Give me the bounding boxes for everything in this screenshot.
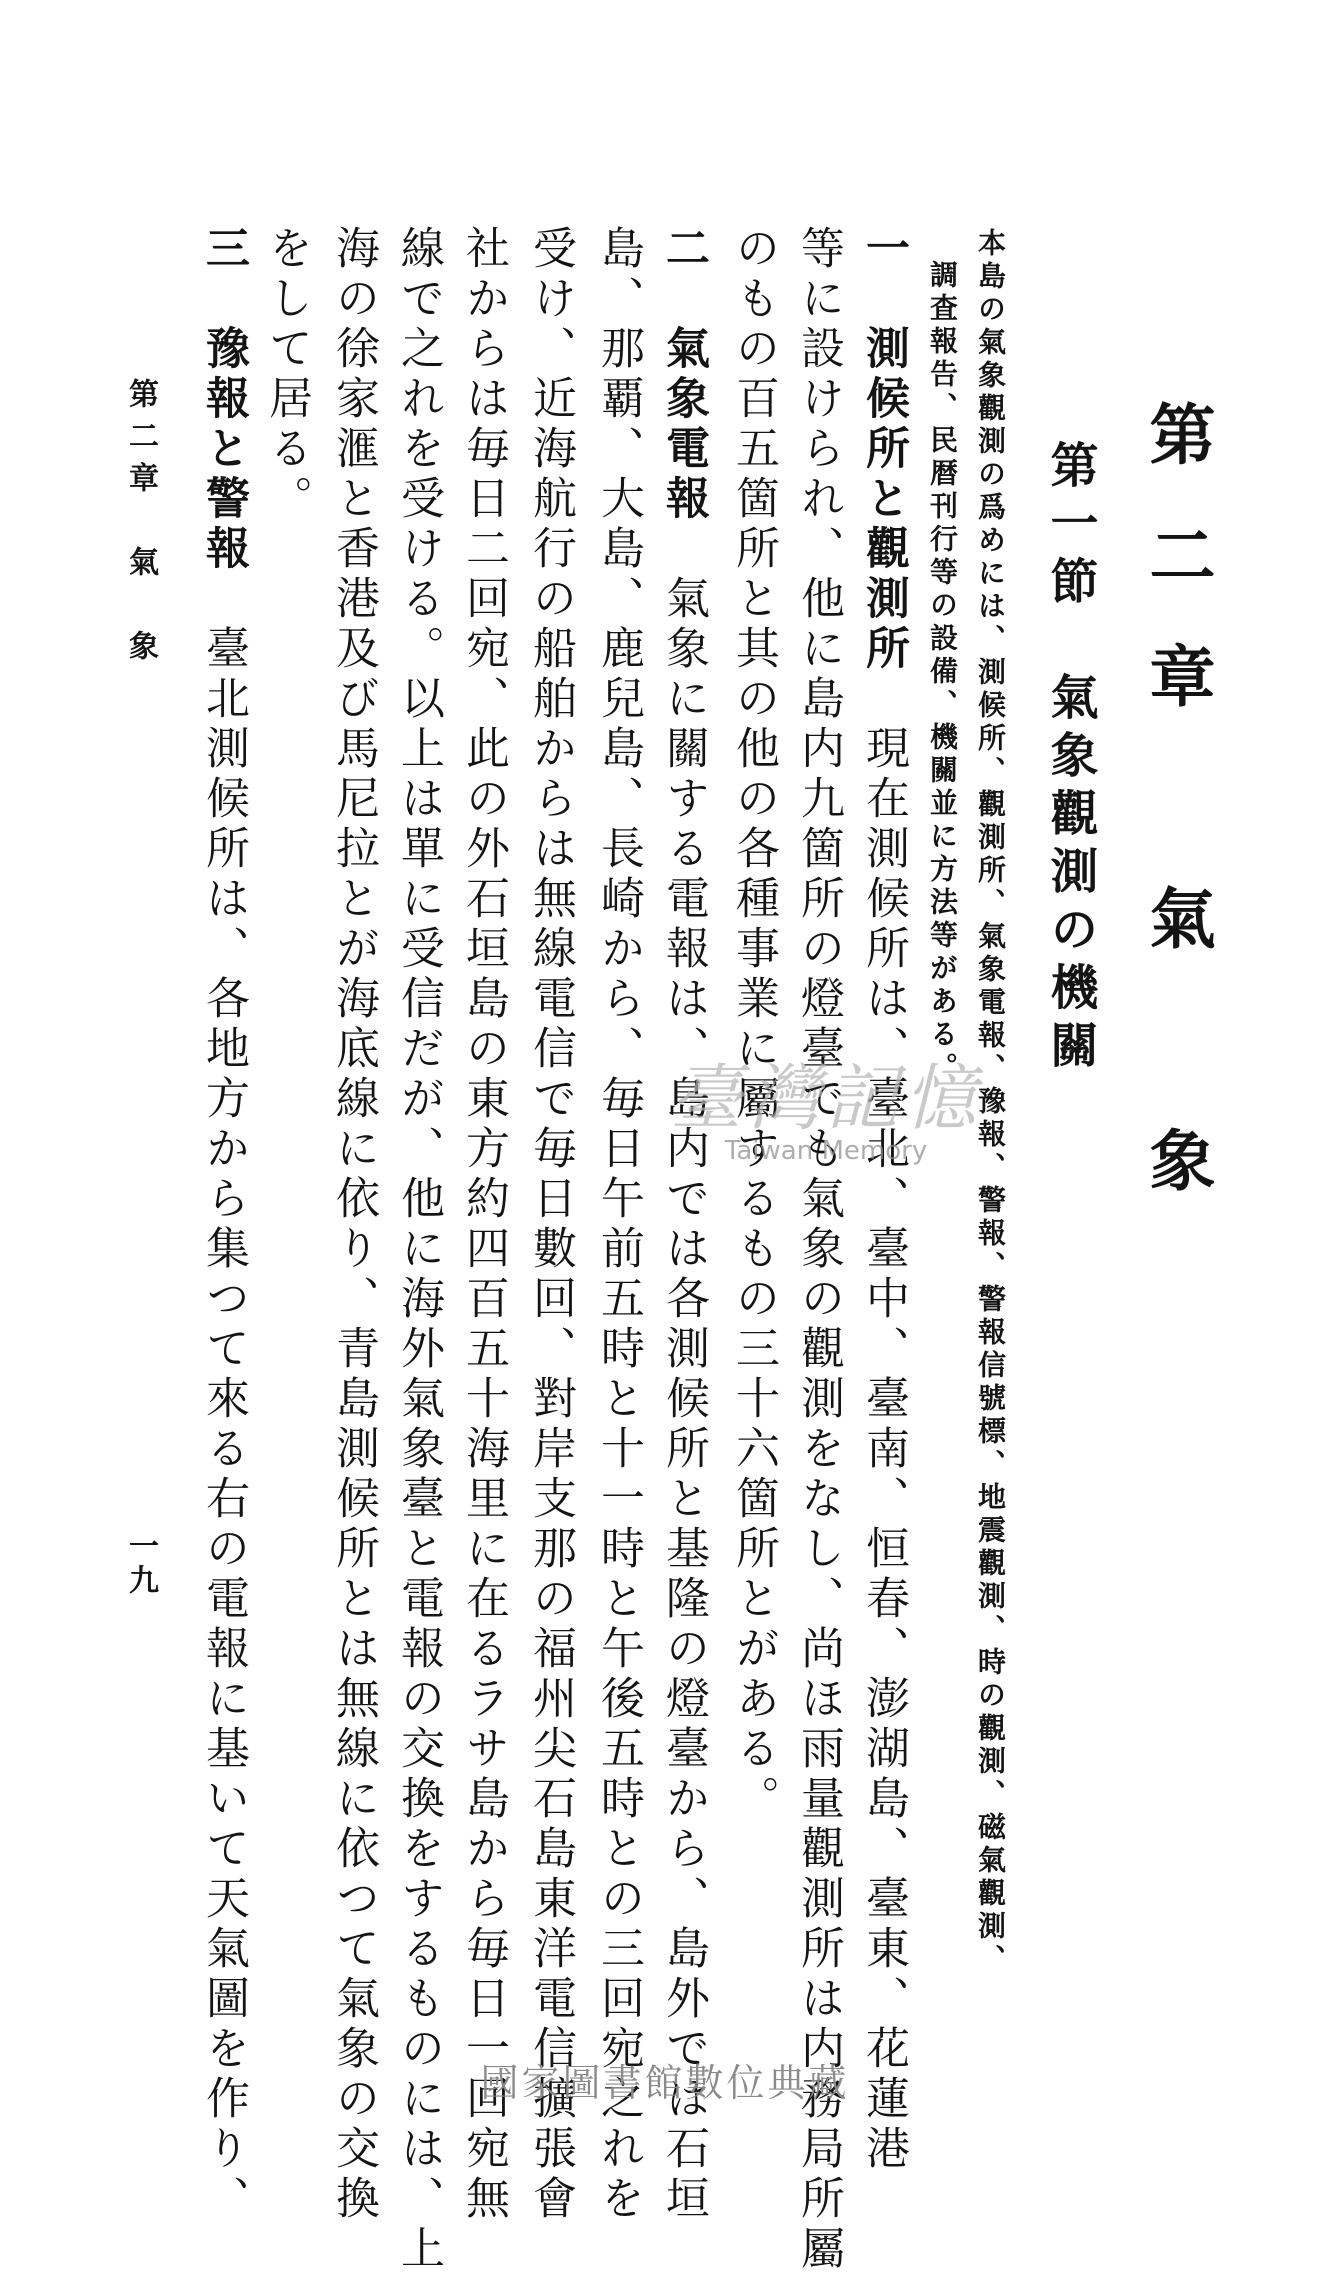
page-number: 一九 <box>123 1530 158 1598</box>
paragraph-line: 受け、近海航行の船舶からは無線電信で毎日數回、對岸支那の福州尖石島東洋電信擴張會 <box>525 225 576 2225</box>
subsection-heading-1: 一 測候所と觀測所 <box>858 225 909 675</box>
section-title: 氣象觀測の機關 <box>1042 614 1098 1078</box>
paragraph-line: 海の徐家滙と香港及び馬尼拉とが海底線に依り、青島測候所とは無線に依つて氣象の交換 <box>328 225 379 2225</box>
subsection-heading-3: 三 豫報と警報 <box>198 225 249 575</box>
chapter-title: 第二章 氣 象 <box>1138 400 1216 1247</box>
intro-line-2: 調査報告、民暦刊行等の設備、機關並に方法等がある。 <box>926 260 959 1085</box>
watermark-chinese: 臺灣記憶 <box>670 1056 983 1140</box>
paragraph-line: のもの百五箇所と其の他の各種事業に屬するもの三十六箇所とがある。 <box>728 225 779 1825</box>
paragraph-line <box>651 225 715 2225</box>
paragraph-line: 社からは毎日二回宛、此の外石垣島の東方約四百五十海里に在るラサ島から毎日一回宛無 <box>458 225 509 2225</box>
section-heading <box>1036 440 1105 1078</box>
subsection-1-text: 現在測候所は、臺北、臺中、臺南、恒春、澎湖島、臺東、花蓮港 <box>858 675 909 2175</box>
intro-line-1: 本島の氣象觀測の爲めには、測候所、觀測所、氣象電報、豫報、警報、警報信號標、地震觀測、時の觀測、磁氣觀測、 <box>974 228 1007 1977</box>
section-number: 第一節 <box>1042 440 1098 614</box>
watermark <box>670 1040 982 1166</box>
paragraph-line: をして居る。 <box>261 225 312 525</box>
paragraph-line <box>851 225 915 2175</box>
paragraph-line: 島、那覇、大島、鹿兒島、長崎から、毎日午前五時と十一時と午後五時との三回宛之れを <box>593 225 644 2225</box>
running-head: 第二章 氣 象 <box>123 378 158 672</box>
subsection-3-text: 臺北測候所は、各地方から集つて來る右の電報に基いて天氣圖を作り、 <box>198 575 249 2225</box>
paragraph-line: 等に設けられ、他に島内九箇所の燈臺でも氣象の觀測をなし、尚ほ雨量觀測所は内務局所屬 <box>793 225 844 2275</box>
footer-credit: 國家圖書館數位典藏 <box>480 2061 850 2105</box>
subsection-2-text: 氣象に關する電報は、島内では各測候所と基隆の燈臺から、島外では石垣 <box>658 525 709 2225</box>
paragraph-line <box>191 225 255 2225</box>
paragraph-line: 線で之れを受ける。以上は單に受信だが、他に海外氣象臺と電報の交換をするものには、上 <box>393 225 444 2275</box>
watermark-english: Taiwan Memory <box>724 1136 928 1166</box>
subsection-heading-2: 二 氣象電報 <box>658 225 709 525</box>
